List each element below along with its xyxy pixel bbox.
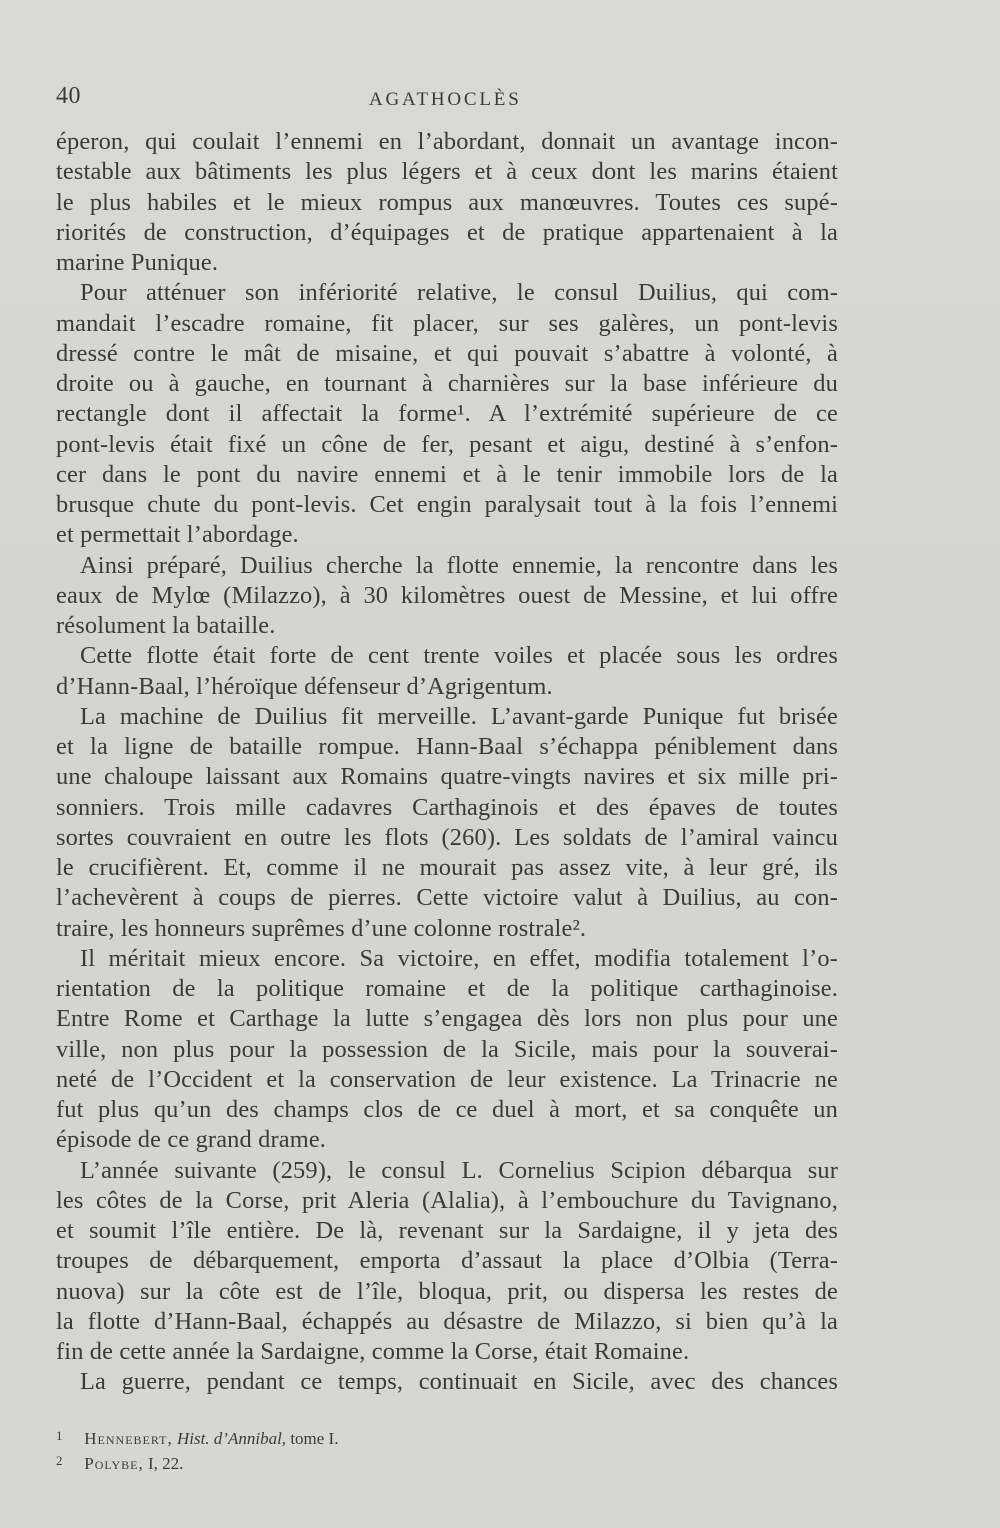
text-line: Pour atténuer son infériorité relative, le consul Duilius, qui com-	[80, 279, 838, 307]
text-line: le plus habiles et le mieux rompus aux manœuvres. Toutes ces supé-	[56, 188, 838, 216]
text-line: et la ligne de bataille rompue. Hann-Baal s’échappa péniblement dans	[56, 733, 838, 760]
text-line: fut plus qu’un des champs clos de ce duel à mort, et sa conquête un	[56, 1096, 838, 1123]
text-line: rectangle dont il affectait la forme¹. A l’extrémité supérieure de ce	[56, 400, 838, 428]
footnote-number: 1	[56, 1428, 63, 1443]
footnote-reference: tome I.	[290, 1429, 339, 1448]
text-line: sortes couvraient en outre les flots (260). Les soldats de l’amiral vaincu	[56, 823, 838, 851]
text-line: mandait l’escadre romaine, fit placer, sur ses galères, un pont-levis	[56, 309, 838, 337]
footnote-number: 2	[56, 1453, 63, 1468]
footnote-title: Hist. d’Annibal,	[176, 1429, 287, 1448]
footnotes	[56, 1425, 656, 1475]
running-head	[56, 83, 840, 113]
text-line: marine Punique.	[56, 249, 219, 276]
text-line: d’Hann-Baal, l’héroïque défenseur d’Agrigentum.	[56, 672, 553, 700]
text-line: La machine de Duilius fit merveille. L’avant-garde Punique fut brisée	[80, 702, 838, 730]
text-line: Cette flotte était forte de cent trente voiles et placée sous les ordres	[80, 642, 838, 670]
text-line: traire, les honneurs suprêmes d’une colonne rostrale².	[56, 914, 587, 942]
footnote-1	[56, 1425, 656, 1450]
text-line: troupes de débarquement, emporta d’assaut la place d’Olbia (Terra-	[56, 1247, 838, 1275]
page-number: 40	[56, 83, 81, 109]
text-line: Ainsi préparé, Duilius cherche la flotte ennemie, la rencontre dans les	[80, 551, 838, 579]
footnote-2	[56, 1450, 656, 1475]
body-text	[56, 127, 838, 1398]
text-line: eaux de Mylœ (Milazzo), à 30 kilomètres ouest de Messine, et lui offre	[56, 581, 838, 609]
text-line: sonniers. Trois mille cadavres Carthaginois et des épaves de toutes	[56, 793, 838, 821]
text-line: La guerre, pendant ce temps, continuait en Sicile, avec des chances	[80, 1368, 838, 1396]
text-line: le crucifièrent. Et, comme il ne mourait pas assez vite, à leur gré, ils	[56, 854, 838, 881]
text-line: pont-levis était fixé un cône de fer, pesant et aigu, destiné à s’enfon-	[56, 430, 838, 458]
text-line: cer dans le pont du navire ennemi et à le tenir immobile lors de la	[56, 460, 838, 488]
text-line: fin de cette année la Sardaigne, comme la Corse, était Romaine.	[56, 1338, 690, 1365]
footnote-author: Hennebert,	[84, 1429, 173, 1448]
text-line: rientation de la politique romaine et de la politique carthaginoise.	[56, 975, 838, 1002]
footnote-author: Polybe,	[84, 1454, 144, 1473]
text-line: dressé contre le mât de misaine, et qui pouvait s’abattre à volonté, à	[56, 339, 838, 367]
text-line: ville, non plus pour la possession de la Sicile, mais pour la souverai-	[56, 1035, 838, 1063]
text-line: une chaloupe laissant aux Romains quatre-vingts navires et six mille pri-	[56, 763, 838, 791]
text-line: Il méritait mieux encore. Sa victoire, en effet, modifia totalement l’o-	[80, 944, 838, 972]
text-line: les côtes de la Corse, prit Aleria (Alalia), à l’embouchure du Tavignano,	[56, 1186, 838, 1214]
running-title: AGATHOCLÈS	[369, 89, 522, 110]
text-line: droite ou à gauche, en tournant à charnières sur la base inférieure du	[56, 370, 838, 397]
text-line: épisode de ce grand drame.	[56, 1126, 327, 1154]
text-line: testable aux bâtiments les plus légers et à ceux dont les marins étaient	[56, 158, 838, 186]
text-line: et soumit l’île entière. De là, revenant sur la Sardaigne, il y jeta des	[56, 1217, 838, 1244]
footnote-reference: I, 22.	[148, 1454, 184, 1473]
text-line: et permettait l’abordage.	[56, 521, 299, 549]
text-line: riorités de construction, d’équipages et de pratique appartenaient à la	[56, 218, 838, 246]
text-line: nuova) sur la côte est de l’île, bloqua, prit, ou dispersa les restes de	[56, 1277, 838, 1305]
text-line: l’achevèrent à coups de pierres. Cette victoire valut à Duilius, au con-	[56, 884, 838, 912]
text-line: L’année suivante (259), le consul L. Cornelius Scipion débarqua sur	[80, 1156, 838, 1184]
text-line: brusque chute du pont-levis. Cet engin paralysait tout à la fois l’ennemi	[56, 491, 838, 518]
text-line: Entre Rome et Carthage la lutte s’engagea dès lors non plus pour une	[56, 1005, 838, 1033]
text-line: résolument la bataille.	[56, 612, 276, 639]
text-line: éperon, qui coulait l’ennemi en l’abordant, donnait un avantage incon-	[56, 128, 838, 155]
text-line: la flotte d’Hann-Baal, échappés au désastre de Milazzo, si bien qu’à la	[56, 1307, 838, 1335]
text-line: neté de l’Occident et la conservation de leur existence. La Trinacrie ne	[56, 1065, 838, 1093]
